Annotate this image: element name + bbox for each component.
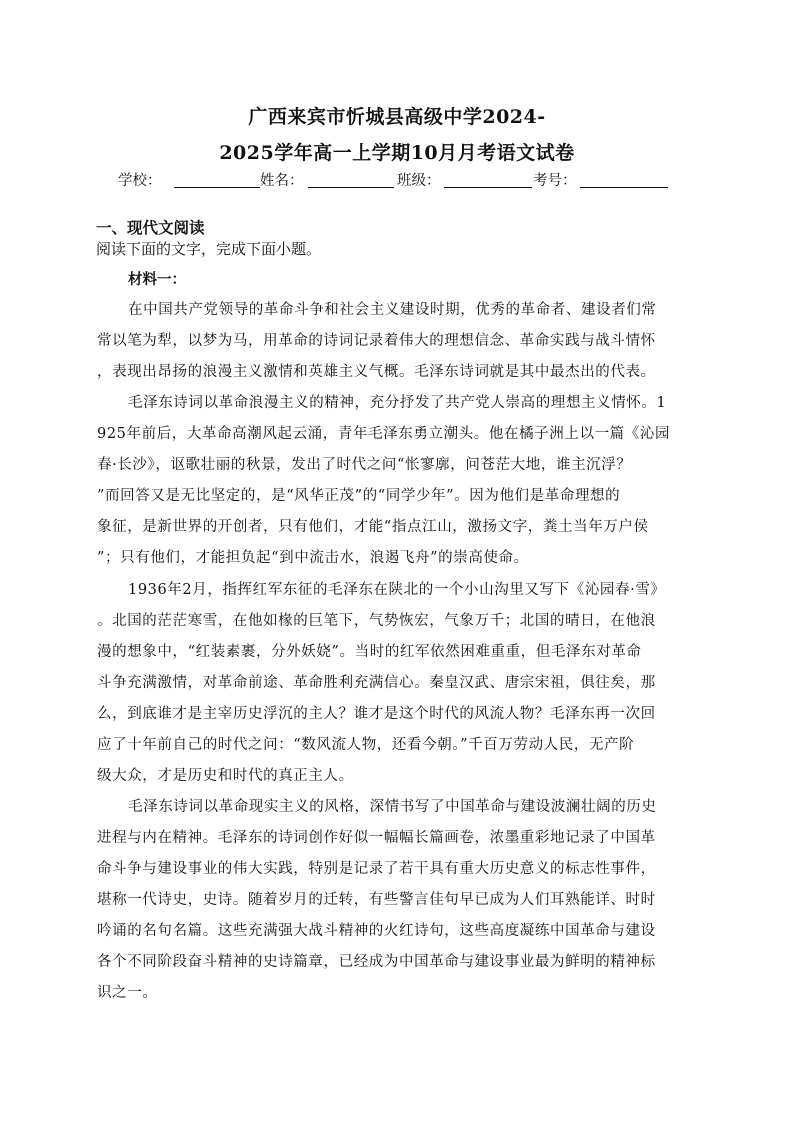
exam-number-blank[interactable] [580, 187, 668, 188]
text-line: 象征，是新世界的开创者，只有他们，才能“指点江山，激扬文字，粪土当年万户侯 [97, 519, 649, 535]
text-line: 堪称一代诗史，史诗。随着岁月的迁转，有些警言佳句早已成为人们耳熟能详、时时 [97, 892, 656, 908]
text-line: ”而回答又是无比坚定的，是“风华正茂”的“同学少年”。因为他们是革命理想的 [97, 488, 621, 504]
text-line: 识之一。 [97, 985, 158, 1001]
text-line: 斗争充满激情，对革命前途、革命胜利充满信心。秦皇汉武、唐宗宋祖，俱往矣，那 [97, 675, 656, 691]
exam-number-label: 考号： [533, 173, 577, 189]
text-line: 漫的想象中，“红装素裹，分外妖娆”。当时的红军依然困难重重，但毛泽东对革命 [97, 644, 642, 660]
text-line: 毛泽东诗词以革命浪漫主义的精神，充分抒发了共产党人崇高的理想主义情怀。1 [128, 395, 667, 411]
text-line: 各个不同阶段奋斗精神的史诗篇章，已经成为中国革命与建设事业最为鲜明的精神标 [97, 954, 656, 970]
reading-instruction: 阅读下面的文字，完成下面小题。 [96, 240, 322, 258]
material-label: 材料一： [128, 271, 186, 288]
class-label: 班级： [397, 173, 441, 189]
text-line: 。北国的茫茫寒雪，在他如椽的巨笔下，气势恢宏，气象万千；北国的晴日，在他浪 [97, 613, 656, 629]
text-line: 毛泽东诗词以革命现实主义的风格，深情书写了中国革命与建设波澜壮阔的历史 [128, 799, 657, 815]
text-line: 应了十年前自己的时代之问：“数风流人物，还看今朝。”千百万劳动人民，无产阶 [97, 737, 635, 753]
text-line: 春·长沙》，讴歌壮丽的秋景，发出了时代之问“怅寥廓，问苍茫大地，谁主沉浮？ [97, 457, 632, 473]
class-blank[interactable] [444, 187, 532, 188]
name-label: 姓名： [260, 173, 304, 189]
text-line: 925年前后，大革命高潮风起云涌，青年毛泽东勇立潮头。他在橘子洲上以一篇《沁园 [97, 426, 671, 442]
text-line: 吟诵的名句名篇。这些充满强大战斗精神的火红诗句，这些高度凝练中国革命与建设 [97, 923, 656, 939]
text-line: 么，到底谁才是主宰历史浮沉的主人？谁才是这个时代的风流人物？毛泽东再一次回 [97, 706, 656, 722]
section-heading: 一、现代文阅读 [96, 219, 205, 237]
exam-title-line-1: 广西来宾市忻城县高级中学2024- [248, 106, 546, 128]
text-line: ，表现出昂扬的浪漫主义激情和英雄主义气概。毛泽东诗词就是其中最杰出的代表。 [97, 364, 656, 380]
text-line: 常以笔为犁，以梦为马，用革命的诗词记录着伟大的理想信念、革命实践与战斗情怀 [97, 333, 656, 349]
text-line: 命斗争与建设事业的伟大实践，特别是记录了若干具有重大历史意义的标志性事件， [97, 861, 656, 877]
school-label: 学校： [118, 173, 162, 189]
text-line: 级大众，才是历史和时代的真正主人。 [97, 768, 354, 784]
student-info-row [118, 171, 678, 193]
exam-title-line-2: 2025学年高一上学期10月月考语文试卷 [219, 142, 575, 164]
name-blank[interactable] [308, 187, 394, 188]
school-blank[interactable] [174, 187, 260, 188]
text-line: ”；只有他们，才能担负起“到中流击水，浪遏飞舟”的崇高使命。 [97, 550, 529, 566]
text-line: 进程与内在精神。毛泽东的诗词创作好似一幅幅长篇画卷，浓墨重彩地记录了中国革 [97, 830, 656, 846]
text-line: 在中国共产党领导的革命斗争和社会主义建设时期，优秀的革命者、建设者们常 [128, 302, 657, 318]
text-line: 1936年2月，指挥红军东征的毛泽东在陕北的一个小山沟里又写下《沁园春·雪》 [128, 582, 666, 598]
